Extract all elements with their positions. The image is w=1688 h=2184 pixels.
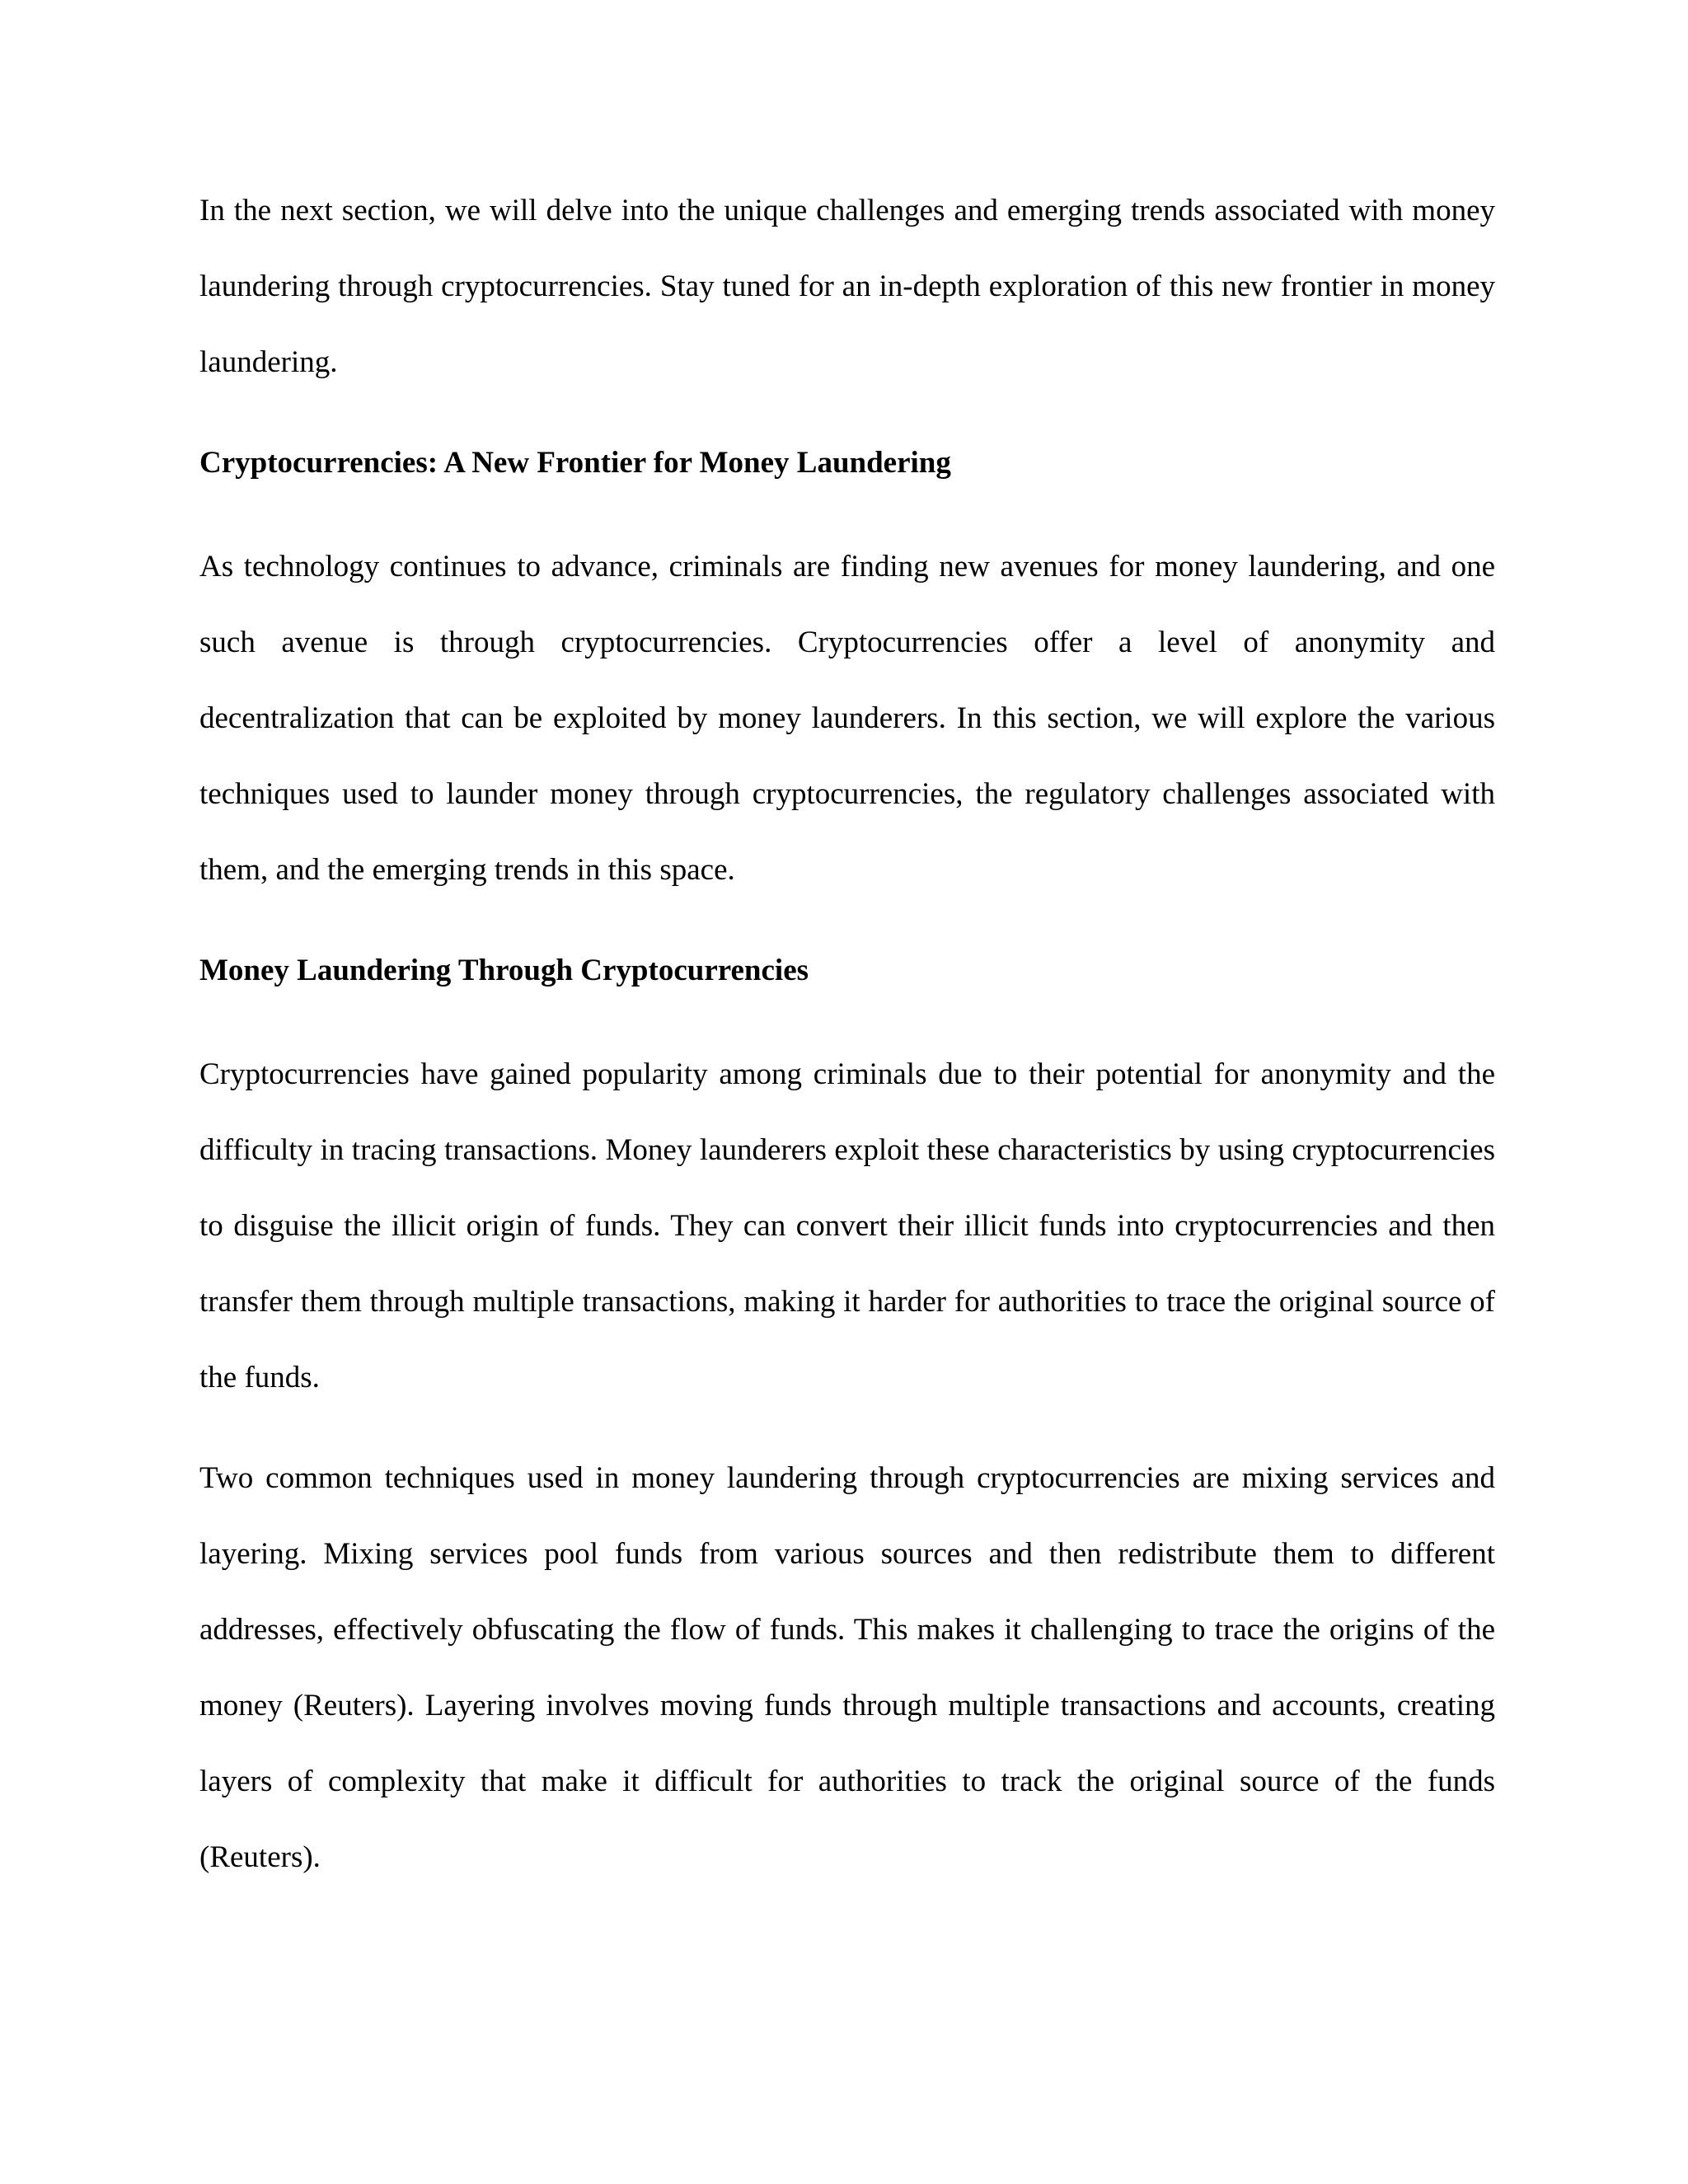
section-paragraph-popularity: Cryptocurrencies have gained popularity among criminals due to their potential for anonymity and the difficulty in tracing transactions. Money launderers exploit these characteristics by using cryptocurrencies to disguise the illicit origin of funds. They can convert their illicit funds into cryptocurrencies and then transfer them through multiple transactions, making it harder for authorities to trace the original source of the funds. xyxy=(199,1057,1495,1394)
intro-paragraph: In the next section, we will delve into the unique challenges and emerging trends associated with money laundering through cryptocurrencies. Stay tuned for an in-depth exploration of this new frontier in money laundering. xyxy=(199,194,1495,379)
section-paragraph-techniques: Two common techniques used in money laundering through cryptocurrencies are mixing services and layering. Mixing services pool funds from various sources and then redistribute them to different addresses, effectively obfuscating the flow of funds. This makes it challenging to trace the origins of the money (Reuters). Layering involves moving funds through multiple transactions and accounts, creating layers of complexity that make it difficult for authorities to track the original source of the funds (Reuters). xyxy=(199,1461,1495,1874)
section-heading-laundering-through-crypto: Money Laundering Through Cryptocurrencies xyxy=(199,954,809,987)
document-body xyxy=(199,173,1495,1920)
section-heading-new-frontier: Cryptocurrencies: A New Frontier for Money Laundering xyxy=(199,446,951,480)
section-paragraph-new-frontier: As technology continues to advance, criminals are finding new avenues for money laundering, and one such avenue is through cryptocurrencies. Cryptocurrencies offer a level of anonymity and decentralization that can be exploited by money launderers. In this section, we will explore the various techniques used to launder money through cryptocurrencies, the regulatory challenges associated with them, and the emerging trends in this space. xyxy=(199,550,1495,887)
